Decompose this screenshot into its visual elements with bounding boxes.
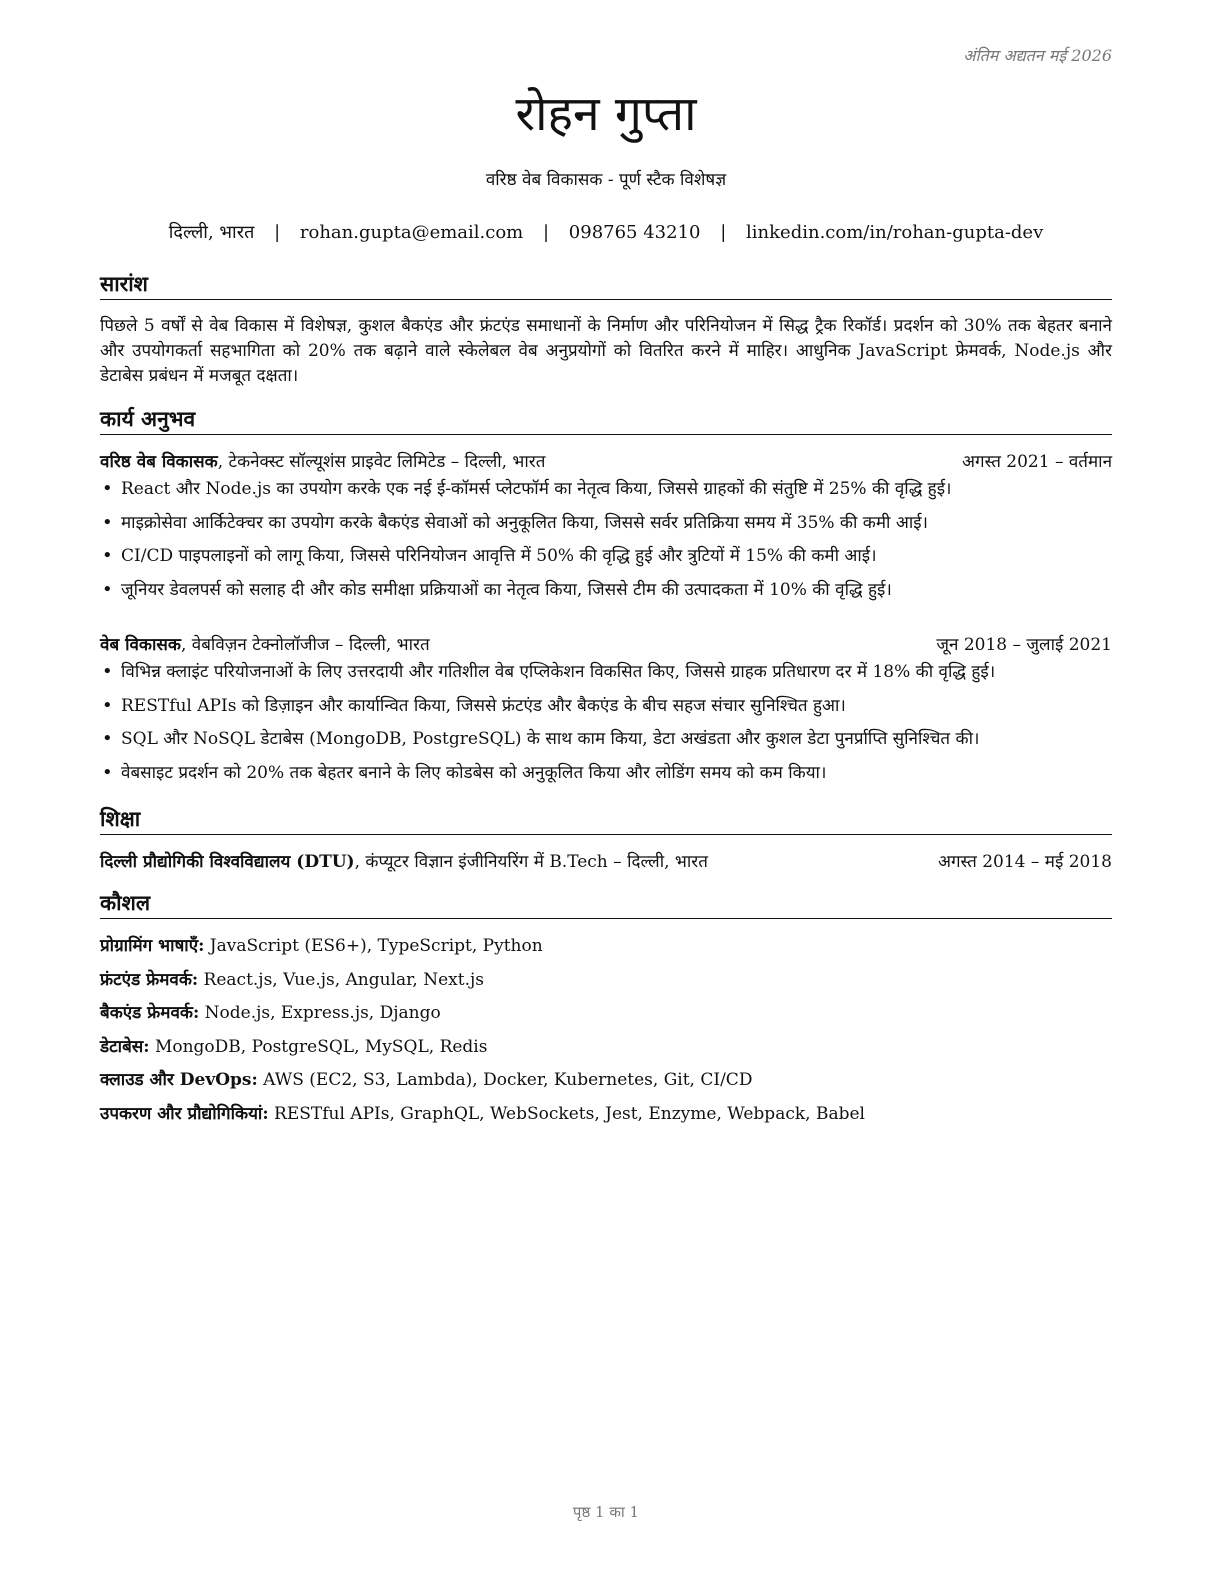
job-title-line: [100, 449, 545, 472]
skill-row: [100, 967, 1112, 990]
contact-separator: |: [542, 222, 550, 243]
skill-label: फ्रंटएंड फ्रेमवर्क:: [100, 970, 199, 990]
skill-row: [100, 1034, 1112, 1057]
skill-value: RESTful APIs, GraphQL, WebSockets, Jest, Enzyme, Webpack, Babel: [268, 1104, 865, 1124]
skill-value: JavaScript (ES6+), TypeScript, Python: [204, 936, 543, 956]
contact-email[interactable]: rohan.gupta@email.com: [299, 222, 524, 243]
candidate-tagline: वरिष्ठ वेब विकासक - पूर्ण स्टैक विशेषज्ञ: [485, 170, 727, 190]
education-dates: अगस्त 2014 – मई 2018: [937, 852, 1112, 872]
last-updated: अंतिम अद्यतन मई 2026: [963, 46, 1112, 65]
skill-row: [100, 1000, 1112, 1023]
education-line: [100, 849, 708, 872]
skill-label: बैकएंड फ्रेमवर्क:: [100, 1003, 200, 1023]
summary-text: पिछले 5 वर्षों से वेब विकास में विशेषज्ञ, कुशल बैकएंड और फ्रंटएंड समाधानों के निर्माण और परिनियोजन में सिद्ध ट्रैक रिकॉर्ड। प्रदर्शन को 30% तक बेहतर बनाने और उपयोगकर्ता सहभागिता को 20% तक बढ़ाने वाले स्केलेबल वेब अनुप्रयोगों को वितरित करने में माहिर। आधुनिक JavaScript फ्रेमवर्क, Node.js और डेटाबेस प्रबंधन में मजबूत दक्षता।: [100, 316, 1112, 386]
job-header: [100, 632, 1112, 655]
skill-value: React.js, Vue.js, Angular, Next.js: [198, 970, 484, 990]
education-row: [100, 849, 1112, 872]
job-org: , टेकनेक्स्ट सॉल्यूशंस प्राइवेट लिमिटेड – दिल्ली, भारत: [217, 452, 546, 472]
list-item: • विभिन्न क्लाइंट परियोजनाओं के लिए उत्तरदायी और गतिशील वेब एप्लिकेशन विकसित किए, जिससे ग्राहक प्रतिधारण दर में 18% की वृद्धि हुई।: [100, 661, 1112, 695]
list-item: • RESTful APIs को डिज़ाइन और कार्यान्वित किया, जिससे फ्रंटएंड और बैकएंड के बीच सहज संचार सुनिश्चित हुआ।: [100, 695, 1112, 729]
candidate-name: रोहन गुप्ता: [515, 86, 697, 142]
section-title-experience: कार्य अनुभव: [100, 405, 1112, 435]
contact-location: दिल्ली, भारत: [168, 222, 255, 243]
education-school: दिल्ली प्रौद्योगिकी विश्वविद्यालय (DTU): [100, 852, 355, 872]
contact-separator: |: [274, 222, 281, 243]
page-number: पृष्ठ 1 का 1: [572, 1503, 640, 1521]
contact-separator: |: [720, 222, 727, 243]
section-title-summary: सारांश: [100, 270, 1112, 300]
skill-label: डेटाबेस:: [100, 1037, 150, 1057]
education-degree: , कंप्यूटर विज्ञान इंजीनियरिंग में B.Tech – दिल्ली, भारत: [354, 852, 708, 872]
list-item: • जूनियर डेवलपर्स को सलाह दी और कोड समीक्षा प्रक्रियाओं का नेतृत्व किया, जिससे टीम की उत्पादकता में 10% की वृद्धि हुई।: [100, 579, 1112, 613]
contact-linkedin[interactable]: linkedin.com/in/rohan-gupta-dev: [746, 222, 1044, 243]
skill-value: AWS (EC2, S3, Lambda), Docker, Kubernetes, Git, CI/CD: [257, 1070, 753, 1090]
job-dates: जून 2018 – जुलाई 2021: [936, 635, 1112, 655]
skill-value: MongoDB, PostgreSQL, MySQL, Redis: [149, 1037, 488, 1057]
section-title-skills: कौशल: [100, 889, 1112, 919]
job-org: , वेबविज़न टेक्नोलॉजीज – दिल्ली, भारत: [180, 635, 430, 655]
resume-page: [100, 0, 1112, 1584]
job-title-line: [100, 632, 430, 655]
job-dates: अगस्त 2021 – वर्तमान: [962, 452, 1112, 472]
skill-row: [100, 933, 1112, 956]
job-header: [100, 449, 1112, 472]
skill-row: [100, 1101, 1112, 1124]
section-title-education: शिक्षा: [100, 805, 1112, 835]
contact-phone: 098765 43210: [568, 222, 701, 243]
skill-label: क्लाउड और DevOps:: [100, 1070, 258, 1090]
list-item: • SQL और NoSQL डेटाबेस (MongoDB, PostgreSQL) के साथ काम किया, डेटा अखंडता और कुशल डेटा पुनर्प्राप्ति सुनिश्चित की।: [100, 728, 1112, 762]
list-item: • माइक्रोसेवा आर्किटेक्चर का उपयोग करके बैकएंड सेवाओं को अनुकूलित किया, जिससे सर्वर प्रतिक्रिया समय में 35% की कमी आई।: [100, 512, 1112, 546]
skill-label: उपकरण और प्रौद्योगिकियां:: [100, 1104, 269, 1124]
skill-row: [100, 1067, 1112, 1090]
list-item: • CI/CD पाइपलाइनों को लागू किया, जिससे परिनियोजन आवृत्ति में 50% की वृद्धि हुई और त्रुटियों में 15% की कमी आई।: [100, 545, 1112, 579]
job-bullets: [100, 661, 1112, 795]
job-role: वेब विकासक: [100, 635, 181, 655]
contact-line: [100, 220, 1112, 244]
list-item: • वेबसाइट प्रदर्शन को 20% तक बेहतर बनाने के लिए कोडबेस को अनुकूलित किया और लोडिंग समय को कम किया।: [100, 762, 1112, 796]
job-bullets: [100, 478, 1112, 612]
skill-label: प्रोग्रामिंग भाषाएँ:: [100, 936, 205, 956]
job-role: वरिष्ठ वेब विकासक: [100, 452, 218, 472]
list-item: • React और Node.js का उपयोग करके एक नई ई-कॉमर्स प्लेटफॉर्म का नेतृत्व किया, जिससे ग्राहकों की संतुष्टि में 25% की वृद्धि हुई।: [100, 478, 1112, 512]
skill-value: Node.js, Express.js, Django: [199, 1003, 441, 1023]
